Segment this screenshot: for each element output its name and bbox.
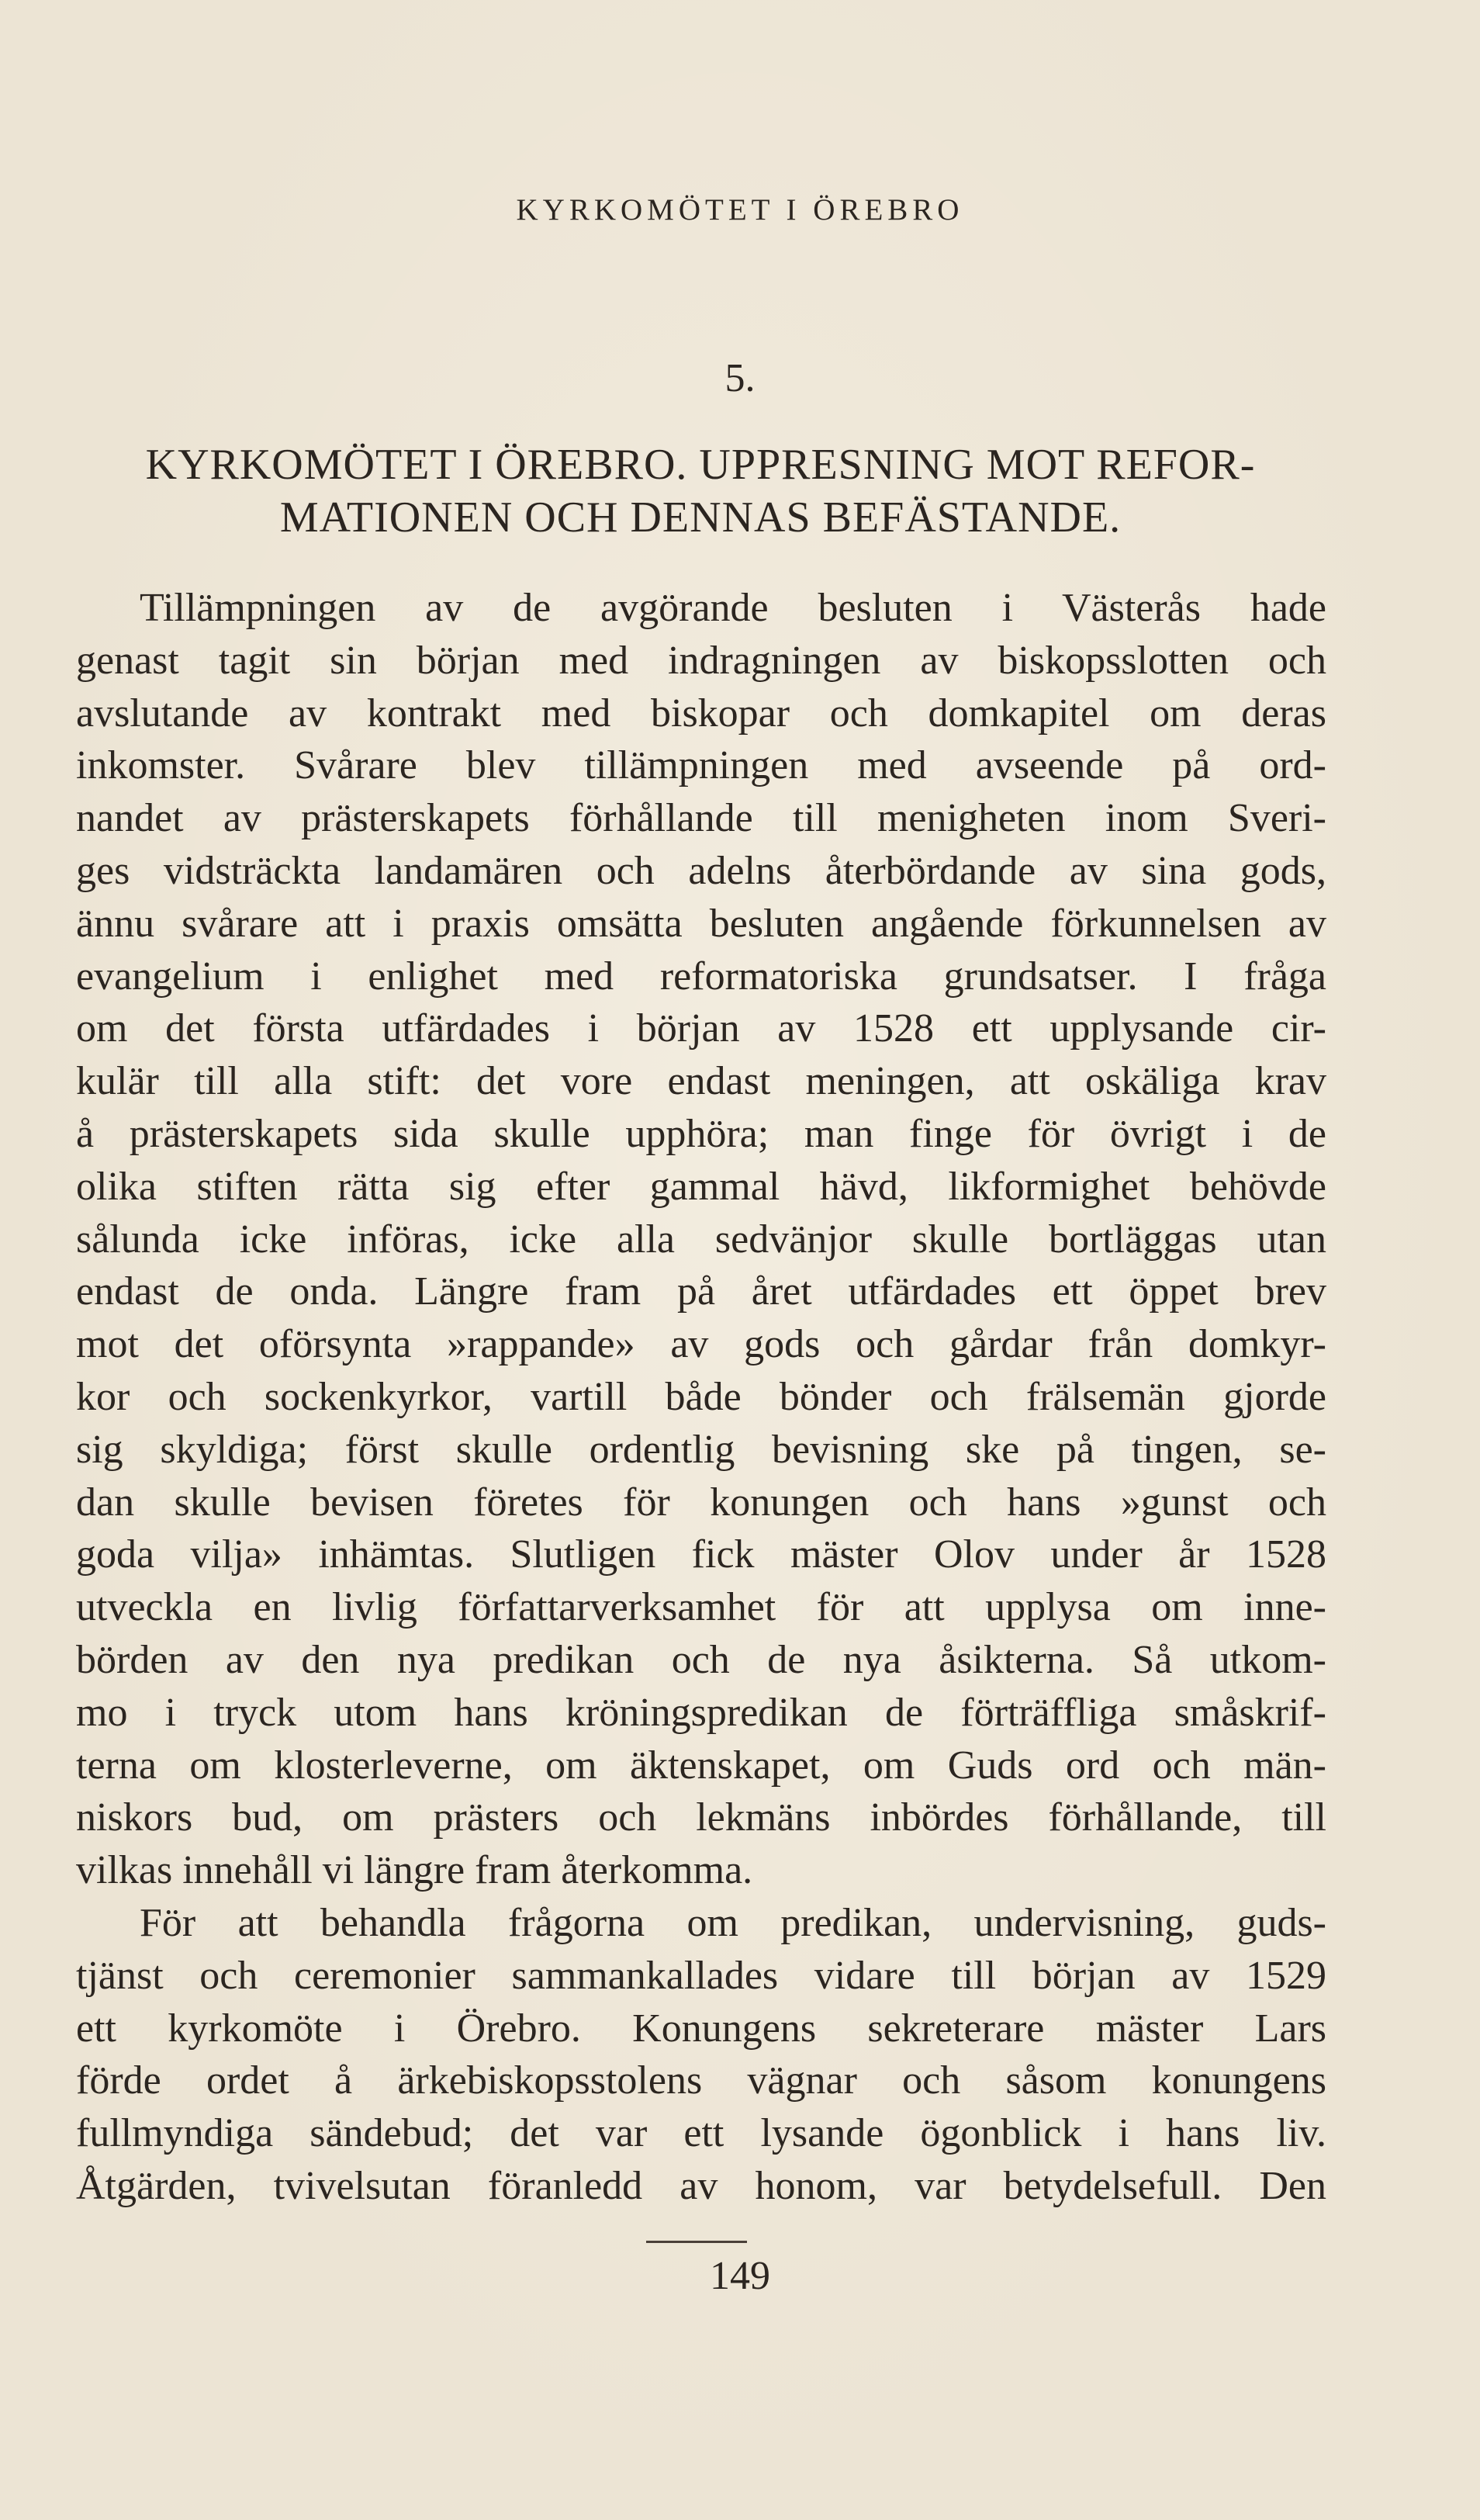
text-line: å prästerskapets sida skulle upphöra; man finge för övrigt i de — [76, 1111, 1326, 1156]
running-head: KYRKOMÖTET I ÖREBRO — [516, 193, 964, 227]
chapter-title-line: KYRKOMÖTET I ÖREBRO. UPPRESNING MOT REFOR- — [145, 441, 1256, 489]
text-line: dan skulle bevisen företes för konungen och hans »gunst och — [76, 1480, 1326, 1525]
text-line: ges vidsträckta landamären och adelns återbördande av sina gods, — [76, 848, 1326, 893]
text-line: terna om klosterleverne, om äktenskapet, om Guds ord och män- — [76, 1743, 1326, 1788]
text-line: Tillämpningen av de avgörande besluten i Västerås hade — [140, 586, 1326, 630]
text-line: vilkas innehåll vi längre fram återkomma. — [76, 1848, 753, 1893]
page-number: 149 — [710, 2254, 770, 2298]
text-line: ännu svårare att i praxis omsätta besluten angående förkunnelsen av — [76, 901, 1326, 946]
text-line: goda vilja» inhämtas. Slutligen fick mäster Olov under år 1528 — [76, 1532, 1326, 1577]
text-line: För att behandla frågorna om predikan, undervisning, guds- — [140, 1900, 1326, 1945]
text-line: endast de onda. Längre fram på året utfärdades ett öppet brev — [76, 1269, 1326, 1314]
text-line: ett kyrkomöte i Örebro. Konungens sekreterare mäster Lars — [76, 2006, 1326, 2051]
text-line: evangelium i enlighet med reformatoriska grundsatser. I fråga — [76, 954, 1326, 999]
text-line: olika stiften rätta sig efter gammal hävd, likformighet behövde — [76, 1164, 1326, 1209]
text-line: avslutande av kontrakt med biskopar och domkapitel om deras — [76, 691, 1326, 736]
body-text — [76, 582, 1326, 2213]
text-line: mo i tryck utom hans kröningspredikan de förträffliga småskrif- — [76, 1690, 1326, 1735]
text-line: om det första utfärdades i början av 1528 ett upplysande cir- — [76, 1006, 1326, 1051]
text-line: börden av den nya predikan och de nya åsikterna. Så utkom- — [76, 1637, 1326, 1682]
chapter-title — [76, 438, 1325, 544]
text-line: sig skyldiga; först skulle ordentlig bevisning ske på tingen, se- — [76, 1427, 1326, 1472]
text-line: niskors bud, om prästers och lekmäns inbördes förhållande, till — [76, 1795, 1326, 1840]
text-line: fullmyndiga sändebud; det var ett lysande ögonblick i hans liv. — [76, 2111, 1326, 2156]
text-line: kor och sockenkyrkor, vartill både bönder och frälsemän gjorde — [76, 1374, 1326, 1419]
text-line: nandet av prästerskapets förhållande till menigheten inom Sveri- — [76, 796, 1326, 841]
chapter-title-line: MATIONEN OCH DENNAS BEFÄSTANDE. — [279, 493, 1122, 542]
chapter-number: 5. — [724, 356, 756, 400]
footer-rule — [646, 2241, 747, 2243]
text-line: inkomster. Svårare blev tillämpningen med avseende på ord- — [76, 743, 1326, 788]
text-line: kulär till alla stift: det vore endast meningen, att oskäliga krav — [76, 1059, 1326, 1104]
text-line: sålunda icke införas, icke alla sedvänjor skulle bortläggas utan — [76, 1217, 1326, 1262]
text-line: mot det oförsynta »rappande» av gods och gårdar från domkyr- — [76, 1322, 1326, 1367]
text-line: förde ordet å ärkebiskopsstolens vägnar och såsom konungens — [76, 2058, 1326, 2103]
text-line: Åtgärden, tvivelsutan föranledd av honom, var betydelsefull. Den — [76, 2163, 1326, 2208]
text-line: utveckla en livlig författarverksamhet för att upplysa om inne- — [76, 1585, 1326, 1630]
text-line: genast tagit sin början med indragningen av biskopsslotten och — [76, 638, 1326, 683]
text-line: tjänst och ceremonier sammankallades vidare till början av 1529 — [76, 1953, 1326, 1998]
